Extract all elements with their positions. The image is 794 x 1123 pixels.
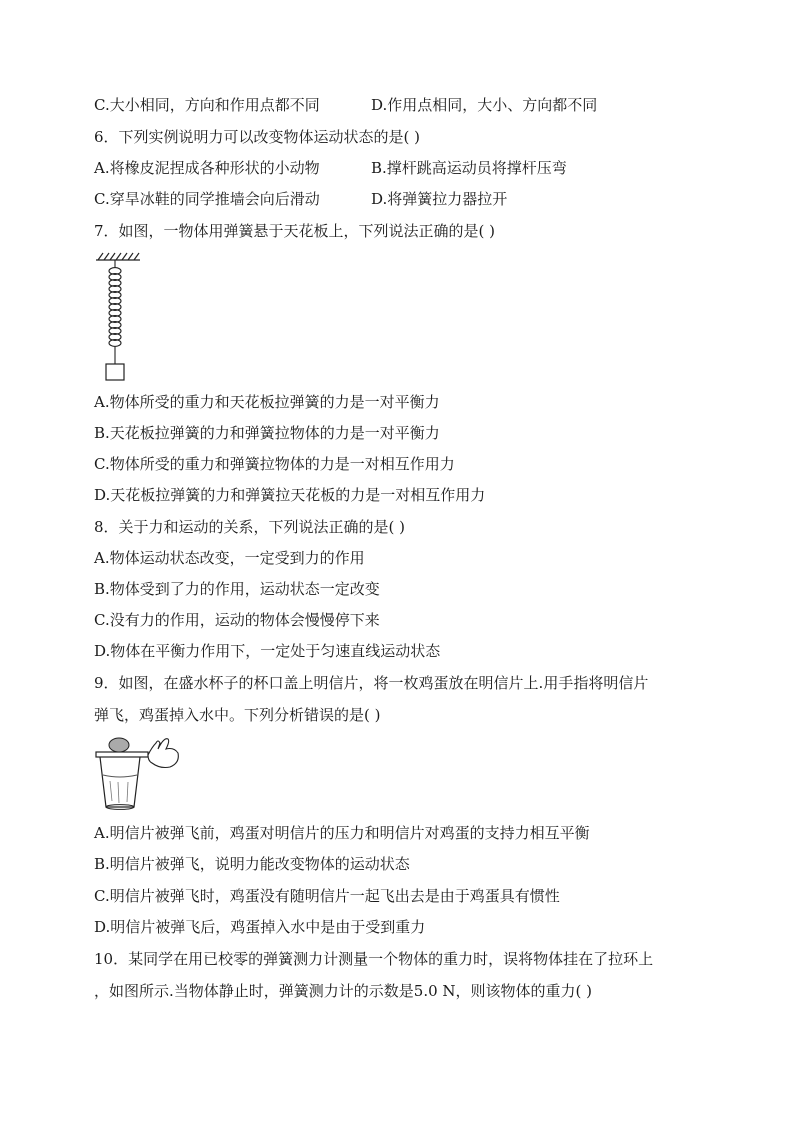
q7-option-a: A.物体所受的重力和天花板拉弹簧的力是一对平衡力	[94, 393, 440, 411]
q9-option-c: C.明信片被弹飞时，鸡蛋没有随明信片一起飞出去是由于鸡蛋具有惯性	[94, 887, 560, 905]
postcard	[96, 752, 148, 757]
q9-option-b: B.明信片被弹飞，说明力能改变物体的运动状态	[94, 855, 410, 873]
q8-option-a: A.物体运动状态改变，一定受到力的作用	[94, 549, 365, 567]
q6-option-d: D.将弹簧拉力器拉开	[371, 190, 508, 208]
q6-option-b: B.撑杆跳高运动员将撑杆压弯	[371, 159, 567, 177]
q8-option-d: D.物体在平衡力作用下，一定处于匀速直线运动状态	[94, 642, 441, 660]
q6-stem: 6．下列实例说明力可以改变物体运动状态的是( )	[94, 128, 421, 146]
q7-stem: 7．如图，一物体用弹簧悬于天花板上，下列说法正确的是( )	[94, 222, 496, 240]
q8-stem: 8．关于力和运动的关系，下列说法正确的是( )	[94, 518, 406, 536]
ceiling-hatch	[96, 253, 140, 260]
q8-option-b: B.物体受到了力的作用，运动状态一定改变	[94, 580, 380, 598]
q9-stem-line1: 9．如图，在盛水杯子的杯口盖上明信片，将一枚鸡蛋放在明信片上.用手指将明信片	[94, 674, 649, 692]
q9-option-d: D.明信片被弹飞后，鸡蛋掉入水中是由于受到重力	[94, 918, 426, 936]
q7-option-d: D.天花板拉弹簧的力和弹簧拉天花板的力是一对相互作用力	[94, 486, 486, 504]
q7-option-c: C.物体所受的重力和弹簧拉物体的力是一对相互作用力	[94, 455, 455, 473]
q6-option-c: C.穿旱冰鞋的同学推墙会向后滑动	[94, 190, 320, 208]
spring-coil	[109, 260, 121, 364]
q6-options-cd	[94, 188, 508, 210]
q9-option-a: A.明信片被弹飞前，鸡蛋对明信片的压力和明信片对鸡蛋的支持力相互平衡	[94, 824, 590, 842]
glass-outline	[100, 757, 140, 807]
q8-option-c: C.没有力的作用，运动的物体会慢慢停下来	[94, 611, 380, 629]
hanging-block	[106, 364, 124, 380]
spring-figure	[94, 252, 144, 384]
hand	[148, 739, 178, 768]
q10-stem-line2: ，如图所示.当物体静止时，弹簧测力计的示数是5.0 N，则该物体的重力( )	[94, 982, 592, 1000]
q5-option-c: C.大小相同，方向和作用点都不同	[94, 96, 320, 114]
egg	[109, 738, 129, 752]
egg-cup-figure	[94, 733, 184, 813]
water-surface	[103, 775, 137, 777]
q5-option-d: D.作用点相同，大小、方向都不同	[371, 96, 598, 114]
q9-stem-line2: 弹飞，鸡蛋掉入水中。下列分析错误的是( )	[94, 706, 381, 724]
q7-option-b: B.天花板拉弹簧的力和弹簧拉物体的力是一对平衡力	[94, 424, 440, 442]
q6-options-ab	[94, 157, 567, 179]
q6-option-a: A.将橡皮泥捏成各种形状的小动物	[94, 159, 320, 177]
q10-stem-line1: 10．某同学在用已校零的弹簧测力计测量一个物体的重力时，误将物体挂在了拉环上	[94, 950, 654, 968]
q5-options-cd	[94, 94, 598, 116]
